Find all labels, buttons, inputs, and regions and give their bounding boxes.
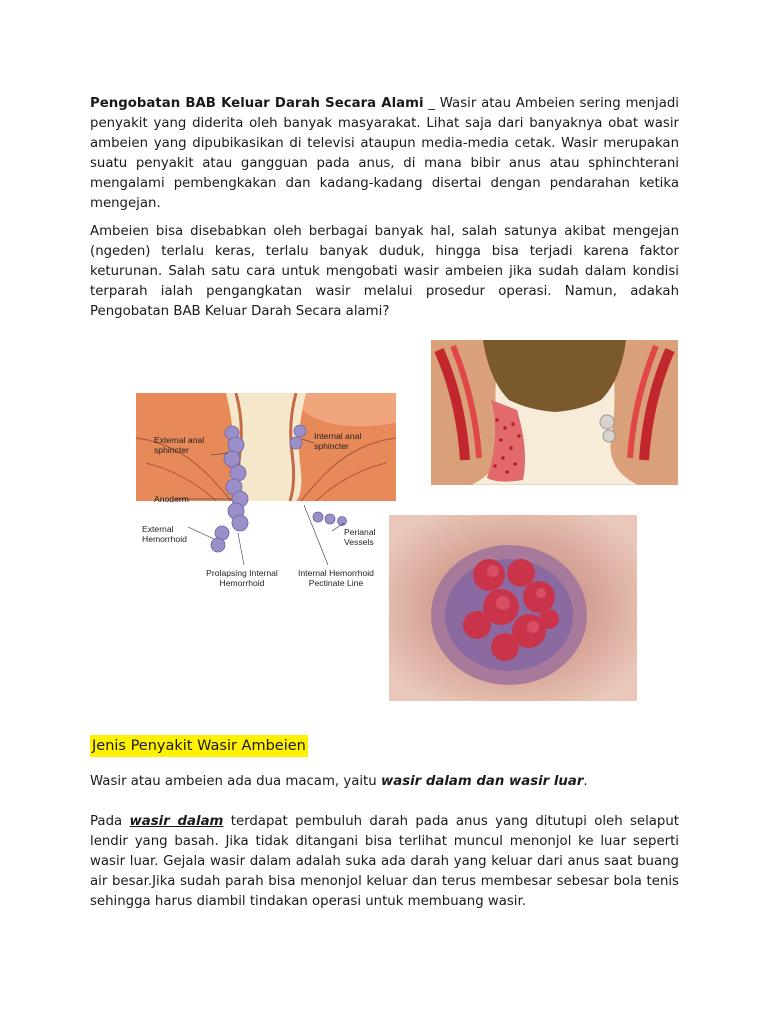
types-emphasis: wasir dalam dan wasir luar (380, 774, 584, 789)
label-external-anal-sphincter (154, 435, 204, 455)
intro-text: Wasir atau Ambeien sering menjadi penyakit yang diderita oleh banyak masyarakat. Lihat saja dari banyaknya obat wasir ambeien yang dipubikasikan di televisi ataupun media-media cetak. Wasir merupakan suatu penyakit atau gangguan pada anus, di mana bibir anus atau sphinchterani mengalami pembengkakan dan kadang-kadang disertai dengan pendarahan ketika mengejan. (90, 96, 679, 211)
types-text-before: Wasir atau ambeien ada dua macam, yaitu (90, 774, 381, 789)
label-external-hemorrhoid (142, 524, 187, 544)
hemorrhoid-photo (389, 515, 637, 701)
label-line: sphincter (154, 445, 189, 455)
label-line: sphincter (314, 441, 349, 451)
label-line: External (142, 524, 174, 534)
hemorrhoid-cross-section-image (431, 340, 678, 485)
internal-text-after: terdapat pembuluh darah pada anus yang ditutupi oleh selaput lendir yang basah. Jika tidak ditangani bisa terlihat muncul menonjol ke luar seperti wasir luar. Gejala wasir dalam adalah suka ada darah yang keluar dari anus saat buang air besar.Jika sudah parah bisa menonjol keluar dan terus membesar sebesar bola tenis sehingga harus diambil tindakan operasi untuk membuang wasir. (90, 814, 680, 909)
label-line: External anal (154, 435, 205, 445)
label-internal-hemorrhoid-pectinate-line (286, 568, 386, 588)
label-line: Prolapsing Internal (206, 568, 278, 578)
label-prolapsing-internal-hemorrhoid (192, 568, 292, 588)
label-line: Internal anal (314, 431, 362, 441)
intro-separator: _ (423, 96, 440, 111)
label-anoderm: Anoderm (154, 494, 189, 504)
internal-emphasis: wasir dalam (129, 814, 224, 829)
label-line: Perianal (344, 527, 376, 537)
label-line: Pectinate Line (308, 578, 364, 588)
causes-paragraph: Ambeien bisa disebabkan oleh berbagai banyak hal, salah satunya akibat mengejan (ngeden) terlalu keras, terlalu banyak duduk, hingga bisa terjadi karena faktor keturunan. Salah satu cara untuk mengobati wasir ambeien jika sudah dalam kondisi terparah ialah pengangkatan wasir melalui prosedur operasi. Namun, adakah Pengobatan BAB Keluar Darah Secara alami? (90, 224, 679, 319)
intro-title: Pengobatan BAB Keluar Darah Secara Alami (90, 96, 424, 111)
label-line: Internal Hemorrhoid (298, 568, 374, 578)
label-line: Vessels (344, 537, 374, 547)
internal-hemorrhoid-paragraph (90, 812, 679, 912)
cross-section-illustration (431, 340, 678, 485)
label-line: Hemorrhoid (219, 578, 265, 588)
photo-illustration (389, 515, 637, 701)
types-text-after: . (583, 774, 588, 789)
section-heading: Jenis Penyakit Wasir Ambeien (90, 735, 308, 757)
hemorrhoid-anatomy-diagram (136, 393, 396, 603)
internal-text-before: Pada (90, 814, 130, 829)
types-paragraph (90, 772, 679, 792)
label-internal-anal-sphincter (314, 431, 361, 451)
label-line: Hemorrhoid (142, 534, 187, 544)
label-perianal-vessels (344, 527, 376, 547)
intro-paragraph (90, 94, 679, 214)
